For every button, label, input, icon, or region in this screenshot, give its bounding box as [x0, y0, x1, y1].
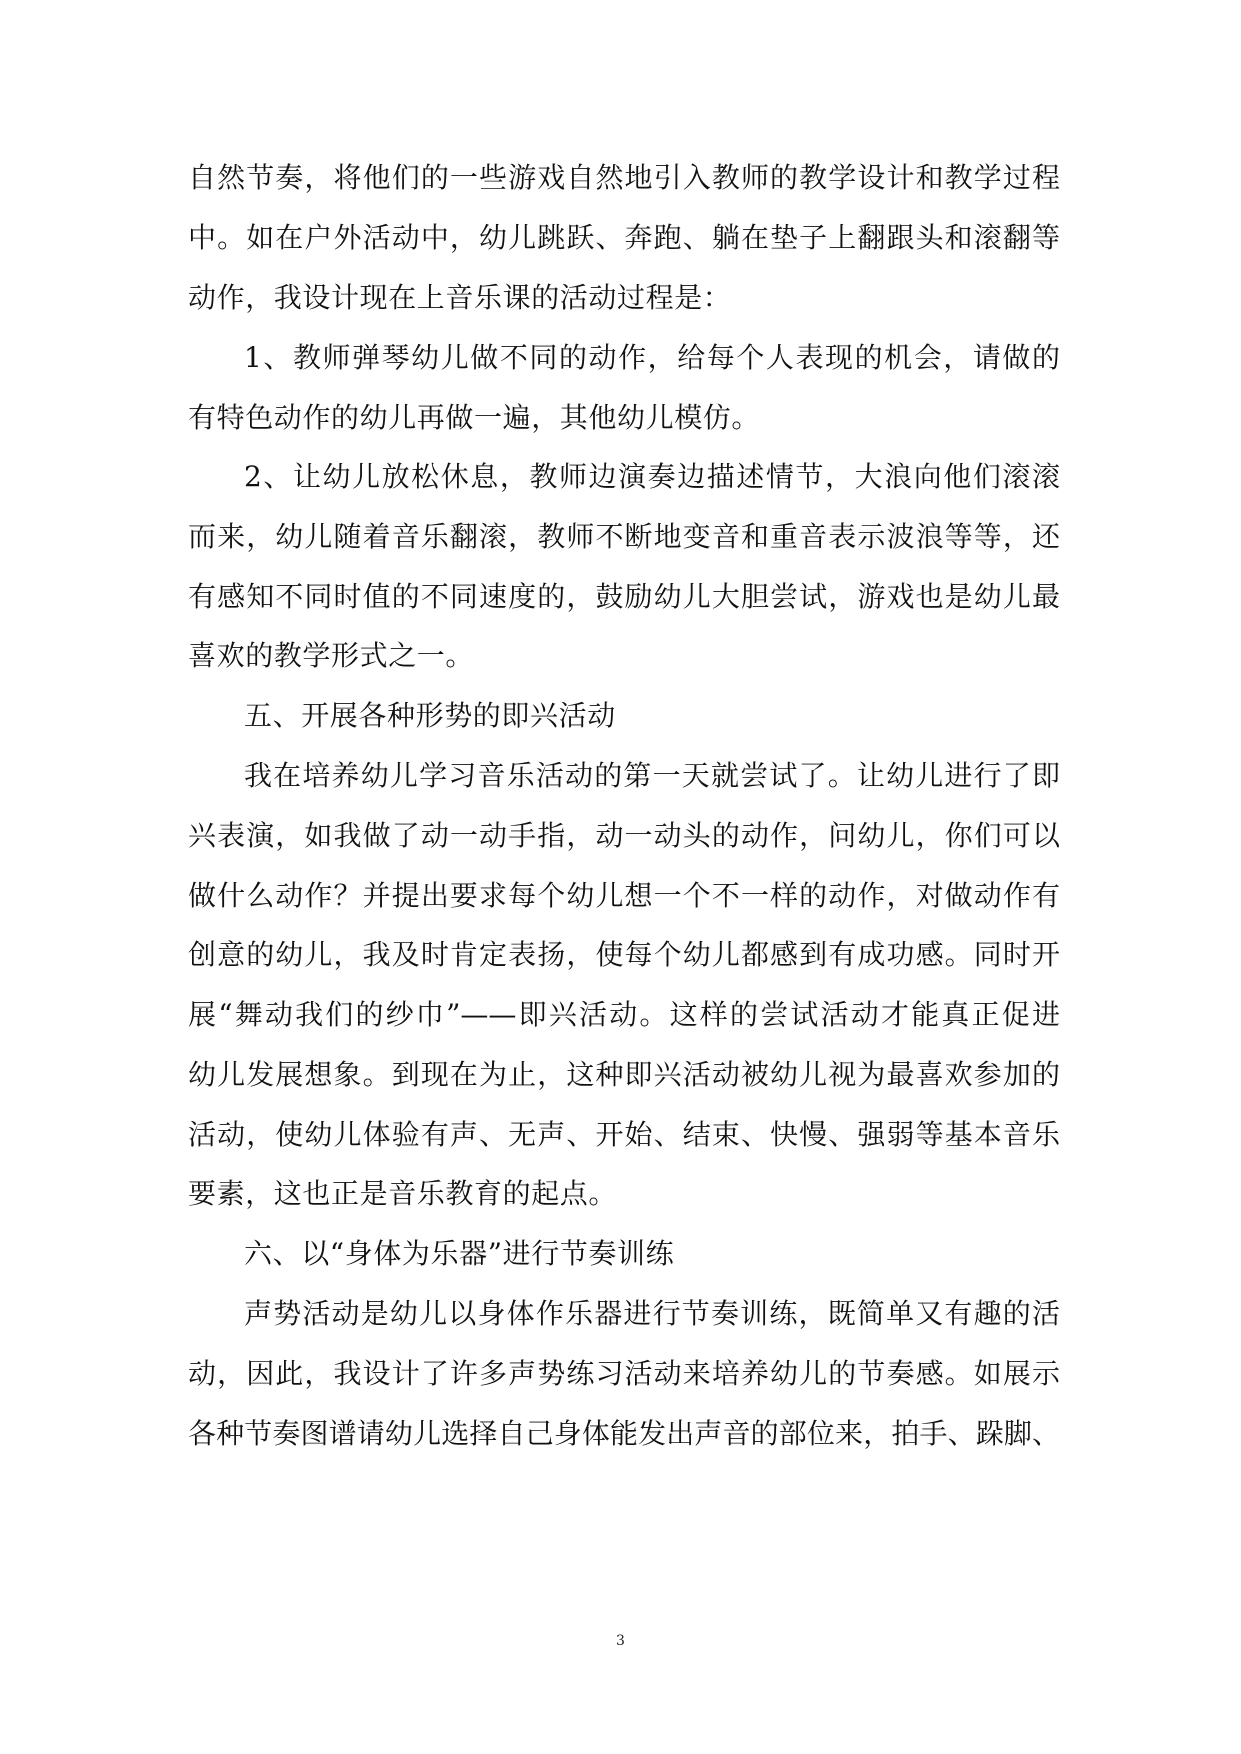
text-line: 动，因此，我设计了许多声势练习活动来培养幼儿的节奏感。如展示 [188, 1357, 1060, 1390]
text-line: 喜欢的教学形式之一。 [188, 639, 475, 672]
text-line: 自然节奏，将他们的一些游戏自然地引入教师的教学设计和教学过程 [188, 161, 1060, 194]
text-line: 兴表演，如我做了动一动手指，动一动头的动作，问幼儿，你们可以 [188, 819, 1060, 852]
text-line: 1、教师弹琴幼儿做不同的动作，给每个人表现的机会，请做的 [244, 341, 1060, 374]
text-line: 要素，这也正是音乐教育的起点。 [188, 1177, 618, 1210]
page-number: 3 [616, 1633, 625, 1649]
text-line: 做什么动作？并提出要求每个幼儿想一个不一样的动作，对做动作有 [188, 879, 1060, 912]
text-line: 动作，我设计现在上音乐课的活动过程是： [188, 281, 732, 314]
text-line: 中。如在户外活动中，幼儿跳跃、奔跑、躺在垫子上翻跟头和滚翻等 [188, 221, 1060, 254]
text-line: 有特色动作的幼儿再做一遍，其他幼儿模仿。 [188, 401, 761, 434]
text-line: 活动，使幼儿体验有声、无声、开始、结束、快慢、强弱等基本音乐 [188, 1118, 1060, 1151]
section-heading: 五、开展各种形势的即兴活动 [244, 699, 616, 732]
text-line: 声势活动是幼儿以身体作乐器进行节奏训练，既简单又有趣的活 [244, 1297, 1060, 1330]
text-line: 展“舞动我们的纱巾”——即兴活动。这样的尝试活动才能真正促进 [188, 998, 1060, 1031]
text-line: 创意的幼儿，我及时肯定表扬，使每个幼儿都感到有成功感。同时开 [188, 938, 1060, 971]
section-heading: 六、以“身体为乐器”进行节奏训练 [244, 1237, 675, 1270]
text-line: 我在培养幼儿学习音乐活动的第一天就尝试了。让幼儿进行了即 [244, 759, 1060, 792]
text-line: 有感知不同时值的不同速度的，鼓励幼儿大胆尝试，游戏也是幼儿最 [188, 580, 1060, 613]
text-line: 而来，幼儿随着音乐翻滚，教师不断地变音和重音表示波浪等等，还 [188, 520, 1060, 553]
text-line: 各种节奏图谱请幼儿选择自己身体能发出声音的部位来，拍手、跺脚、 [188, 1417, 1060, 1450]
text-line: 幼儿发展想象。到现在为止，这种即兴活动被幼儿视为最喜欢参加的 [188, 1058, 1060, 1091]
text-line: 2、让幼儿放松休息，教师边演奏边描述情节，大浪向他们滚滚 [244, 460, 1060, 493]
